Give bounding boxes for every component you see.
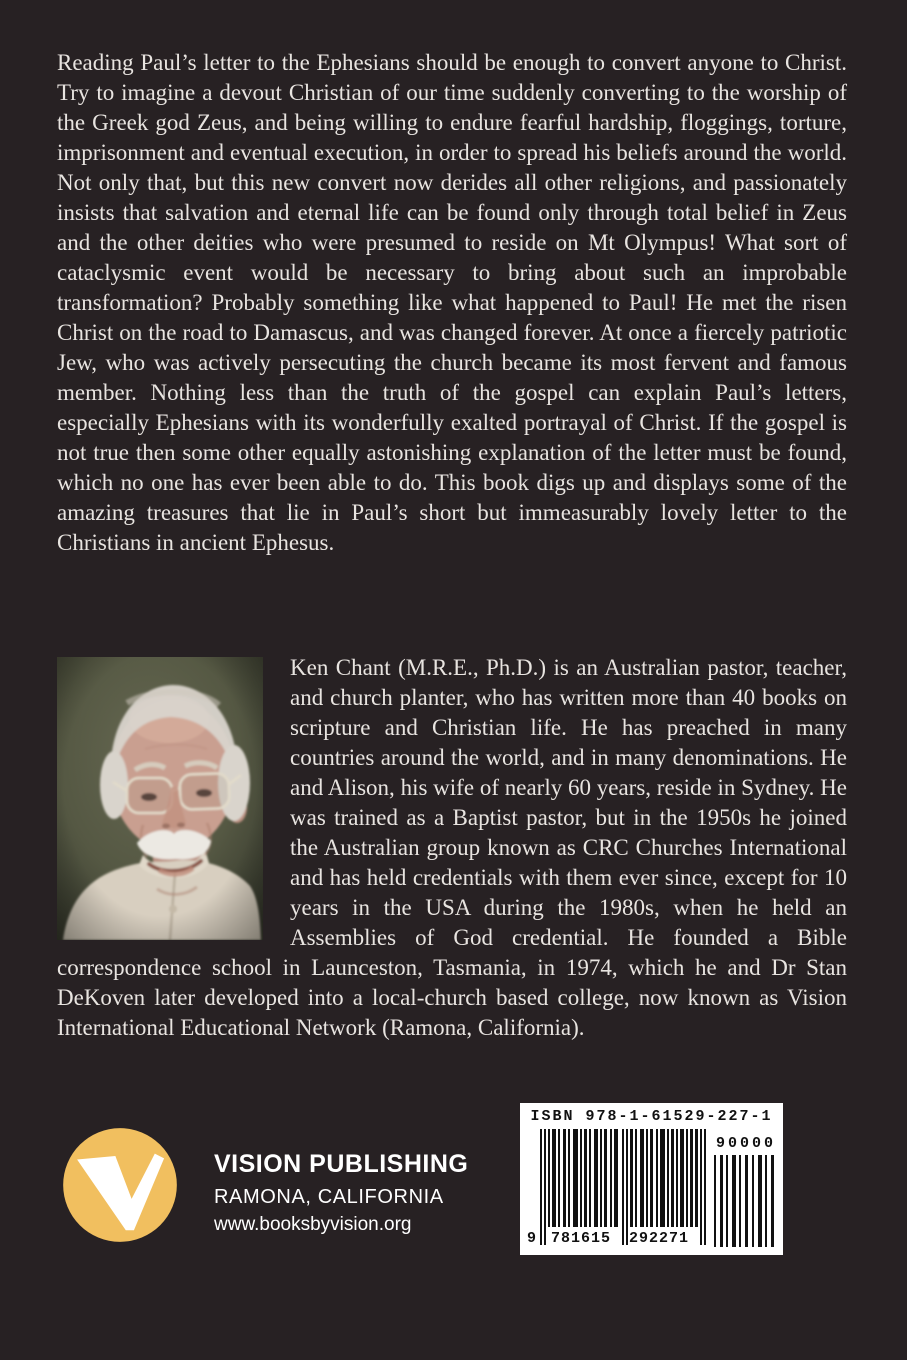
publisher-block — [214, 1150, 468, 1236]
isbn-number: ISBN 978-1-61529-227-1 — [530, 1108, 773, 1125]
publisher-location: RAMONA, CALIFORNIA — [214, 1186, 444, 1208]
barcode-digit-group1: 781615 — [551, 1230, 612, 1247]
author-photo — [57, 657, 263, 940]
barcode-bars-supplement — [714, 1155, 776, 1247]
synopsis-paragraph: Reading Paul’s letter to the Ephesians should be enough to convert anyone to Christ. Try to imagine a devout Christian of our time suddenly converting to the worship of the Greek god Zeus, and being willing to endure fearful hardship, floggings, torture, imprisonment and eventual execution, in order to spread his beliefs around the world. Not only that, but this new convert now derides all other religions, and passionately insists that salvation and eternal life can be found only through total belief in Zeus and the other deities who were presumed to reside on Mt Olympus! What sort of cataclysmic event would be necessary to bring about such an improbable transformation? Probably something like what happened to Paul! He met the risen Christ on the road to Damascus, and was changed forever. At once a fiercely patriotic Jew, who was actively persecuting the church became its most fervent and famous member. Nothing less than the truth of the gospel can explain Paul’s letters, especially Ephesians with its wonderfully exalted portrayal of Christ. If the gospel is not true then some other equally astonishing explanation of the letter must be found, which no one has ever been able to do. This book digs up and displays some of the amazing treasures that lie in Paul’s short but immeasurably lovely letter to the Christians in ancient Ephesus. — [57, 50, 847, 555]
publisher-name: VISION PUBLISHING — [214, 1150, 469, 1178]
barcode-digit-lead: 9 — [527, 1230, 538, 1247]
barcode-body — [526, 1129, 777, 1247]
publisher-website: www.booksbyvision.org — [214, 1214, 412, 1235]
barcode-digit-group2: 292271 — [629, 1230, 690, 1247]
author-bio-section — [57, 653, 847, 1043]
vision-publishing-logo-icon — [62, 1127, 178, 1243]
price-supplement — [714, 1135, 776, 1247]
author-bio-text: Ken Chant (M.R.E., Ph.D.) is an Australian pastor, teacher, and church planter, who has written more than 40 books on scripture and Christian life. He has preached in many countries around the world, and in many denominations. He and Alison, his wife of nearly 60 years, reside in Sydney. He was trained as a Baptist pastor, but in the 1950s he joined the Australian group known as CRC Churches International and has held credentials with them ever since, except for 10 years in the USA during the 1980s, when he held an Assemblies of God credential. He founded a Bible correspondence school in Launceston, Tasmania, in 1974, which he and Dr Stan DeKoven later developed into a local-church based college, now known as Vision International Educational Network (Ramona, California). — [57, 655, 847, 1040]
ean13-bars — [526, 1129, 708, 1247]
price-code: 90000 — [715, 1135, 776, 1152]
author-portrait-illustration — [57, 657, 263, 940]
isbn-barcode — [520, 1103, 783, 1255]
